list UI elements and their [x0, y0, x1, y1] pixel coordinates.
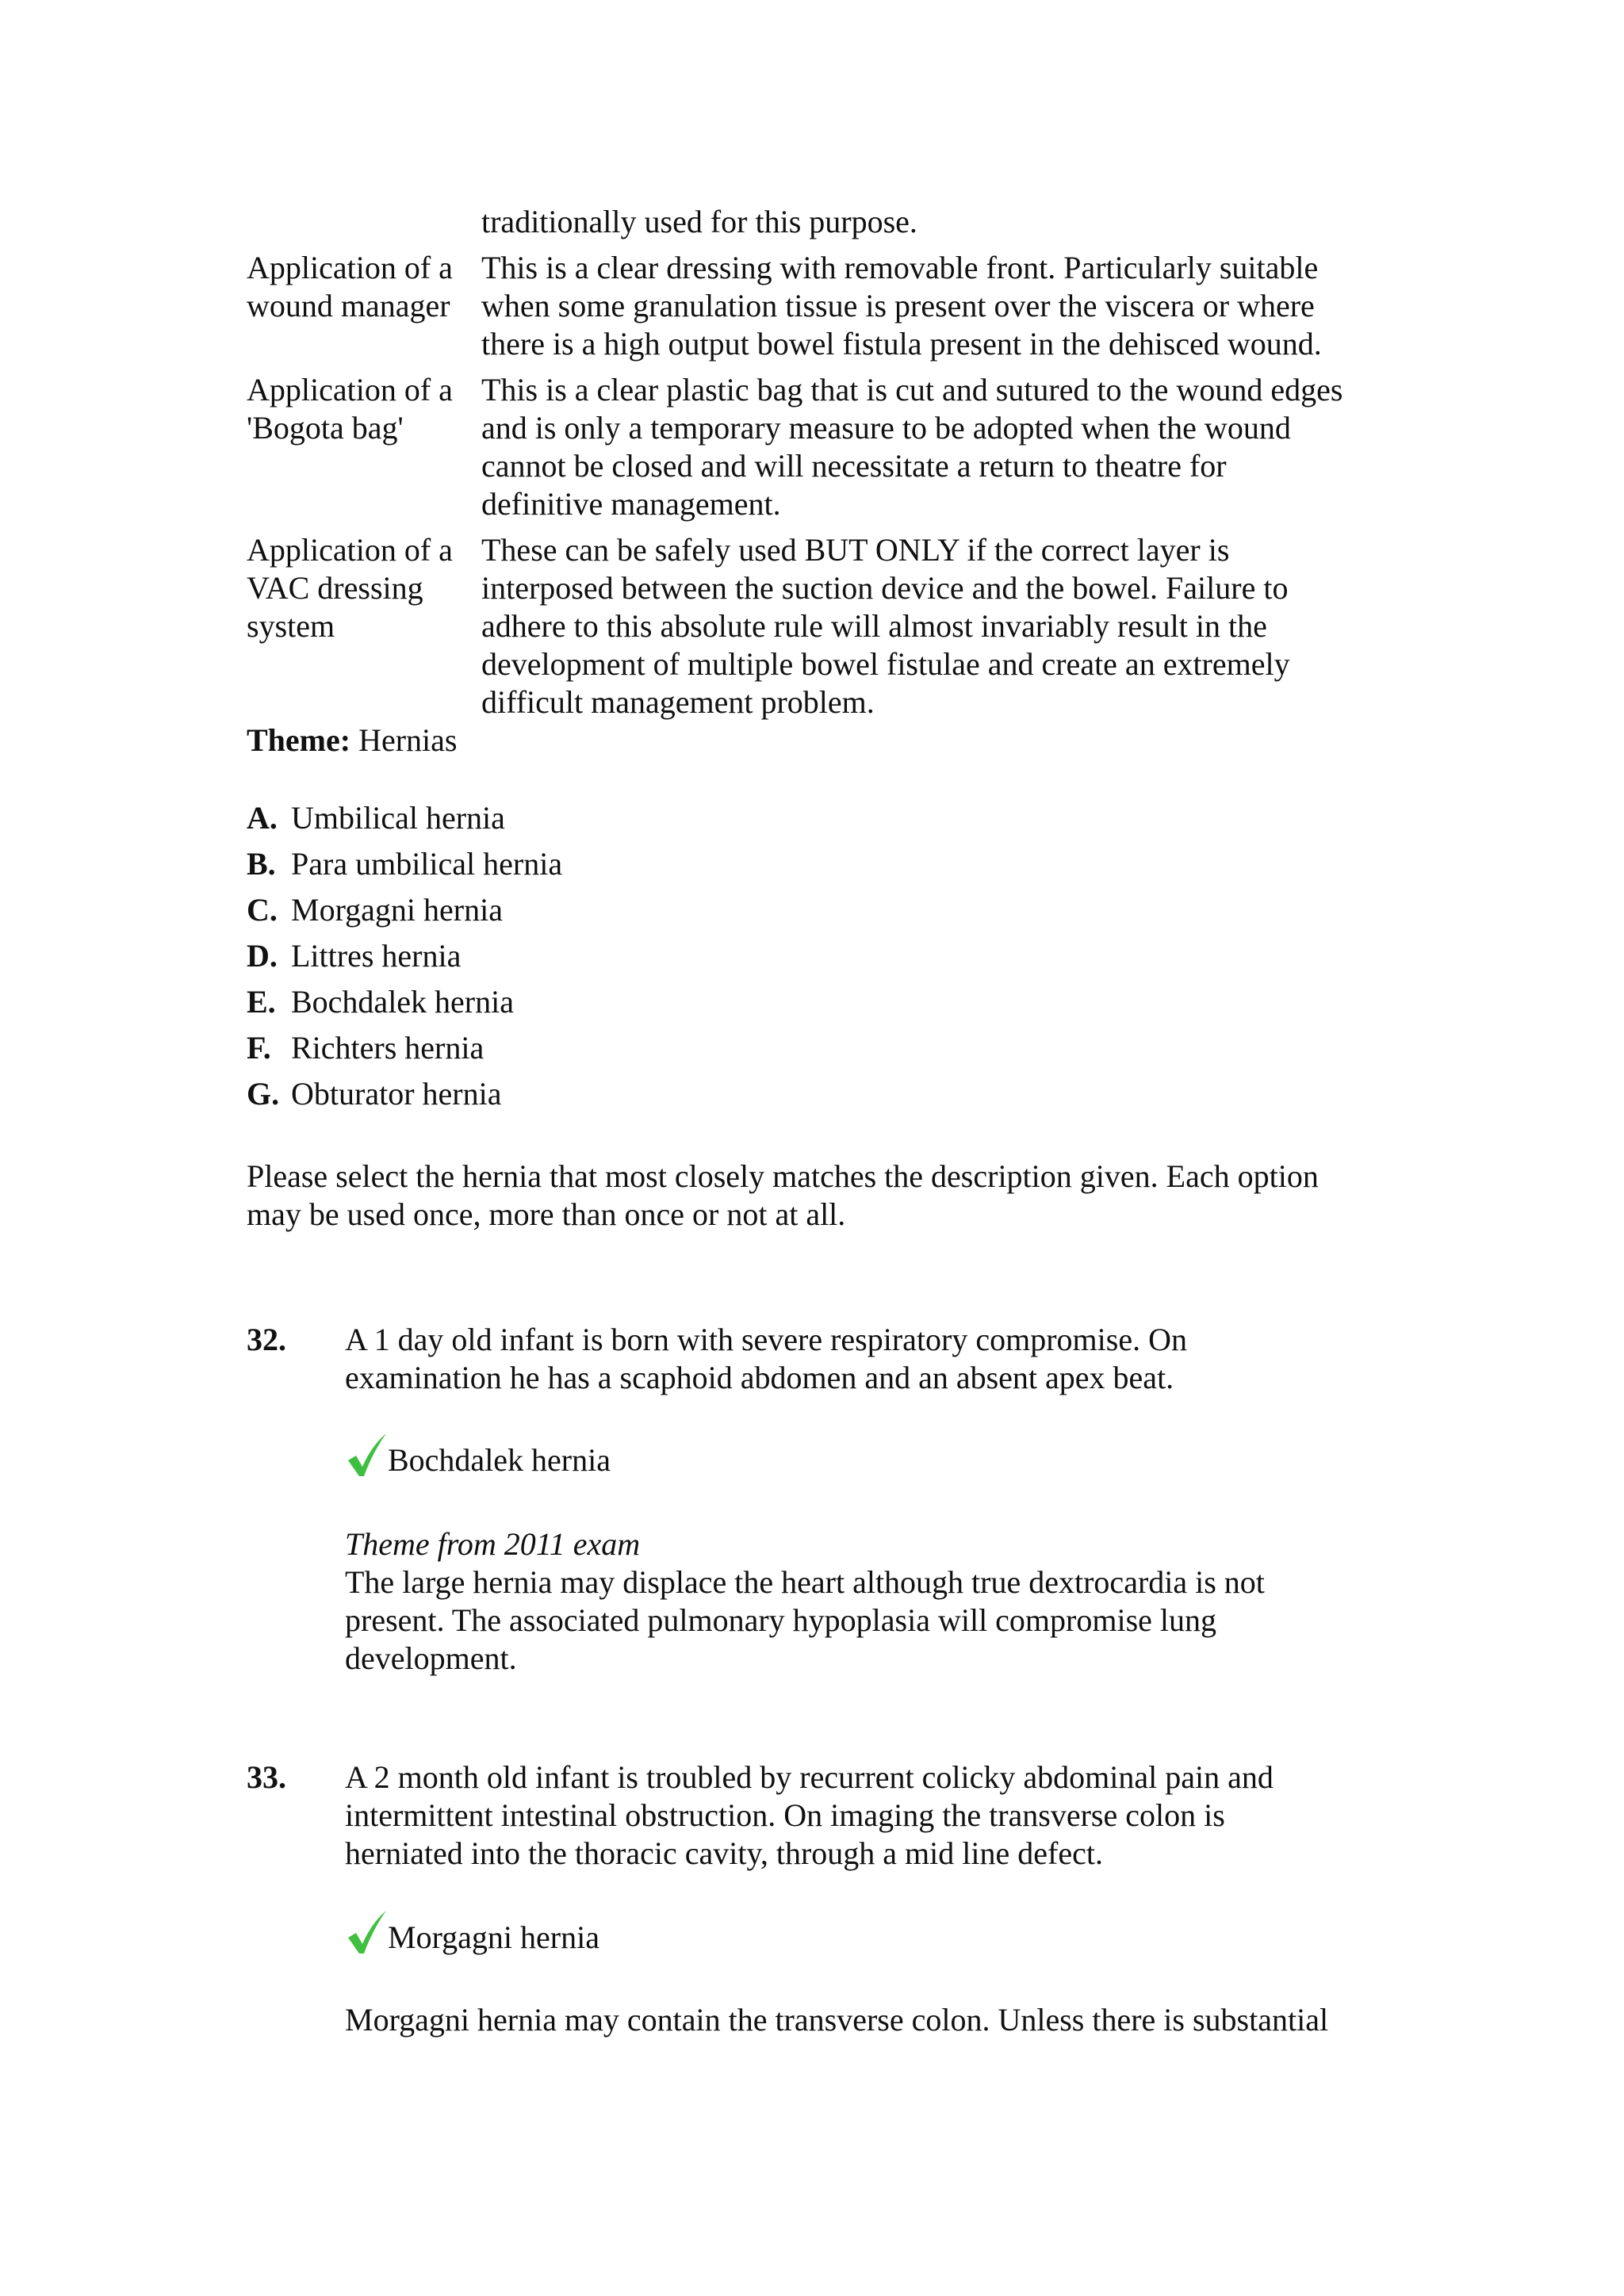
table-row-description — [481, 249, 1388, 363]
description-line: This is a clear dressing with removable front. Particularly suitable — [481, 250, 1319, 285]
option-item — [247, 937, 562, 983]
option-text: Obturator hernia — [291, 1076, 502, 1112]
theme-value: Hernias — [358, 722, 458, 758]
option-letter: E. — [247, 984, 276, 1020]
explanation-line: Morgagni hernia may contain the transverse colon. Unless there is substantial — [345, 2002, 1329, 2038]
table-row-label — [247, 249, 481, 363]
correct-answer — [345, 1432, 1396, 1479]
question-number: 33. — [247, 1759, 286, 1795]
table-row-wound-manager — [247, 249, 1388, 363]
description-line: difficult management problem. — [481, 684, 875, 720]
theme-note: Theme from 2011 exam — [345, 1526, 641, 1562]
option-list — [247, 799, 562, 1121]
instructions-line: Please select the hernia that most closely matches the description given. Each option — [247, 1158, 1319, 1194]
description-line: These can be safely used BUT ONLY if the correct layer is — [481, 532, 1230, 568]
option-item — [247, 1075, 562, 1121]
option-text: Para umbilical hernia — [291, 846, 563, 882]
option-text: Morgagni hernia — [291, 892, 503, 928]
stem-line: A 2 month old infant is troubled by recurrent colicky abdominal pain and — [345, 1759, 1274, 1795]
question-stem — [345, 1321, 1396, 1397]
check-icon — [345, 1432, 388, 1479]
description-line: there is a high output bowel fistula present in the dehisced wound. — [481, 326, 1322, 362]
explanation — [345, 2001, 1396, 2039]
explanation-line: The large hernia may displace the heart although true dextrocardia is not — [345, 1564, 1265, 1600]
option-item — [247, 845, 562, 891]
correct-answer — [345, 1909, 1396, 1957]
option-letter: G. — [247, 1076, 280, 1112]
option-letter: F. — [247, 1030, 271, 1066]
option-letter: B. — [247, 846, 276, 882]
table-cell-text: traditionally used for this purpose. — [481, 204, 917, 239]
description-line: when some granulation tissue is present over the viscera or where — [481, 288, 1315, 323]
question-33 — [247, 1758, 1396, 2044]
label-line: 'Bogota bag' — [247, 410, 404, 446]
label-line: VAC dressing — [247, 570, 423, 606]
table-row-vac-dressing — [247, 531, 1388, 721]
option-text: Bochdalek hernia — [291, 984, 514, 1020]
theme-heading — [247, 721, 457, 760]
label-line: system — [247, 608, 335, 644]
instructions-line: may be used once, more than once or not at all. — [247, 1196, 846, 1232]
table-row-label — [247, 531, 481, 721]
explanation — [345, 1525, 1396, 1678]
explanation-line: development. — [345, 1640, 517, 1676]
stem-line: herniated into the thoracic cavity, through a mid line defect. — [345, 1835, 1103, 1871]
option-text: Richters hernia — [291, 1030, 485, 1066]
answer-text: Bochdalek hernia — [388, 1442, 611, 1478]
label-line: Application of a — [247, 532, 453, 568]
label-line: wound manager — [247, 288, 450, 323]
description-line: cannot be closed and will necessitate a return to theatre for — [481, 448, 1227, 484]
option-text: Umbilical hernia — [291, 800, 505, 836]
description-line: definitive management. — [481, 486, 781, 522]
table-row-description — [481, 531, 1388, 721]
question-number: 32. — [247, 1322, 286, 1357]
description-line: and is only a temporary measure to be adopted when the wound — [481, 410, 1291, 446]
description-line: interposed between the suction device and the bowel. Failure to — [481, 570, 1289, 606]
stem-line: A 1 day old infant is born with severe respiratory compromise. On — [345, 1322, 1187, 1357]
explanation-line: present. The associated pulmonary hypoplasia will compromise lung — [345, 1602, 1217, 1638]
question-stem — [345, 1758, 1396, 1873]
instructions — [247, 1158, 1396, 1234]
option-text: Littres hernia — [291, 938, 462, 974]
theme-label: Theme: — [247, 722, 351, 758]
option-item — [247, 799, 562, 845]
label-line: Application of a — [247, 250, 453, 285]
option-letter: D. — [247, 938, 278, 974]
description-line: adhere to this absolute rule will almost invariably result in the — [481, 608, 1267, 644]
stem-line: intermittent intestinal obstruction. On imaging the transverse colon is — [345, 1797, 1225, 1833]
table-row-continuation — [247, 203, 1388, 241]
answer-text: Morgagni hernia — [388, 1919, 599, 1955]
option-item — [247, 983, 562, 1029]
option-item — [247, 891, 562, 937]
check-icon — [345, 1909, 388, 1957]
label-line: Application of a — [247, 372, 453, 408]
table-row-label — [247, 371, 481, 523]
description-line: development of multiple bowel fistulae and create an extremely — [481, 646, 1290, 682]
option-letter: A. — [247, 800, 278, 836]
dressing-table-fragment — [247, 203, 1388, 729]
table-row-bogota-bag — [247, 371, 1388, 523]
option-letter: C. — [247, 892, 278, 928]
stem-line: examination he has a scaphoid abdomen and an absent apex beat. — [345, 1360, 1174, 1395]
description-line: This is a clear plastic bag that is cut and sutured to the wound edges — [481, 372, 1343, 408]
table-row-description — [481, 371, 1388, 523]
option-item — [247, 1029, 562, 1075]
question-32 — [247, 1321, 1396, 1686]
